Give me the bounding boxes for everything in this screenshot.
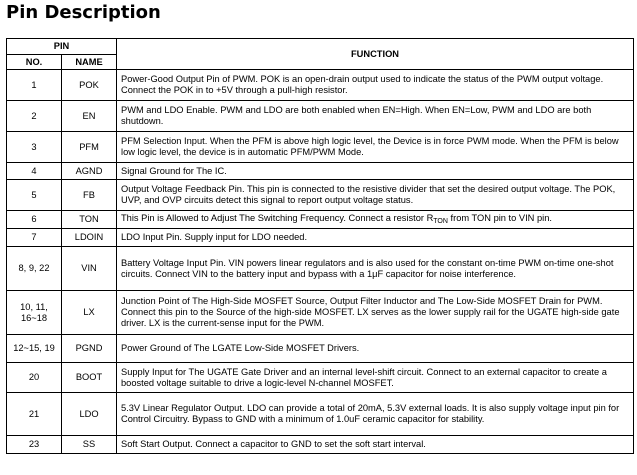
no-header: NO. — [7, 55, 62, 70]
table-row — [7, 335, 634, 363]
pin-number: 8, 9, 22 — [7, 247, 62, 291]
pin-number: 7 — [7, 229, 62, 247]
pin-name: AGND — [62, 163, 117, 180]
pin-function — [117, 211, 634, 229]
pin-number: 6 — [7, 211, 62, 229]
pin-function: Junction Point of The High-Side MOSFET Source, Output Filter Inductor and The Low-Side MOSFET Drain for PWM. Connect this pin to the Source of the high-side MOSFET. LX serves as the lower supply rail for the UGATE high-side gate driver. LX is the current-sense input for the PWM. — [117, 291, 634, 335]
pin-function: 5.3V Linear Regulator Output. LDO can provide a total of 20mA, 5.3V external loads. It is also supply voltage input pin for Control Circuitry. Bypass to GND with a minimum of 1.0uF ceramic capacitor for stability. — [117, 393, 634, 436]
table-row — [7, 436, 634, 454]
pin-group-header: PIN — [7, 39, 117, 55]
function-header: FUNCTION — [117, 39, 634, 70]
page-title: Pin Description — [6, 2, 161, 23]
pin-function: PFM Selection Input. When the PFM is above high logic level, the Device is in force PWM mode. When the PFM is below low logic level, the device is in automatic PFM/PWM Mode. — [117, 132, 634, 163]
table-row — [7, 211, 634, 229]
pin-name: LDOIN — [62, 229, 117, 247]
resistor-subscript: TON — [433, 217, 448, 225]
pin-number: 5 — [7, 180, 62, 211]
pin-number: 3 — [7, 132, 62, 163]
pin-number: 23 — [7, 436, 62, 454]
table-row — [7, 70, 634, 101]
pin-name: PFM — [62, 132, 117, 163]
pin-name: EN — [62, 101, 117, 132]
pin-name: LX — [62, 291, 117, 335]
pin-function: PWM and LDO Enable. PWM and LDO are both enabled when EN=High. When EN=Low, PWM and LDO are both shutdown. — [117, 101, 634, 132]
pin-number: 21 — [7, 393, 62, 436]
pin-function: Output Voltage Feedback Pin. This pin is connected to the resistive divider that set the desired output voltage. The POK, UVP, and OVP circuits detect this signal to report output voltage status. — [117, 180, 634, 211]
pin-function: Signal Ground for The IC. — [117, 163, 634, 180]
pin-function-text: from TON pin to VIN pin. — [447, 212, 552, 223]
pin-function: Power-Good Output Pin of PWM. POK is an open-drain output used to indicate the status of the PWM output voltage. Connect the POK in to +5V through a pull-high resistor. — [117, 70, 634, 101]
pin-name: PGND — [62, 335, 117, 363]
pin-name: BOOT — [62, 363, 117, 393]
table-row — [7, 363, 634, 393]
pin-name: SS — [62, 436, 117, 454]
pin-number: 1 — [7, 70, 62, 101]
pin-name: VIN — [62, 247, 117, 291]
pin-name: FB — [62, 180, 117, 211]
pin-function: Supply Input for The UGATE Gate Driver and an internal level-shift circuit. Connect to an external capacitor to create a boosted voltage suitable to drive a logic-level N-channel MOSFET. — [117, 363, 634, 393]
table-row — [7, 132, 634, 163]
pin-name: TON — [62, 211, 117, 229]
pin-function: Power Ground of The LGATE Low-Side MOSFET Drivers. — [117, 335, 634, 363]
pin-function: LDO Input Pin. Supply input for LDO needed. — [117, 229, 634, 247]
table-row — [7, 229, 634, 247]
pin-description-table — [6, 38, 634, 454]
table-row — [7, 393, 634, 436]
pin-number: 10, 11, 16~18 — [7, 291, 62, 335]
pin-number: 2 — [7, 101, 62, 132]
table-row — [7, 163, 634, 180]
name-header: NAME — [62, 55, 117, 70]
pin-number: 4 — [7, 163, 62, 180]
pin-function-text: This Pin is Allowed to Adjust The Switching Frequency. Connect a resistor R — [121, 212, 434, 223]
pin-name: LDO — [62, 393, 117, 436]
pin-function: Soft Start Output. Connect a capacitor to GND to set the soft start interval. — [117, 436, 634, 454]
table-row — [7, 101, 634, 132]
pin-name: POK — [62, 70, 117, 101]
pin-number: 12~15, 19 — [7, 335, 62, 363]
pin-number: 20 — [7, 363, 62, 393]
table-row — [7, 291, 634, 335]
pin-function: Battery Voltage Input Pin. VIN powers linear regulators and is also used for the constant on-time PWM on-time one-shot circuits. Connect VIN to the battery input and bypass with a 1μF capacitor for noise interference. — [117, 247, 634, 291]
table-row — [7, 180, 634, 211]
table-row — [7, 247, 634, 291]
